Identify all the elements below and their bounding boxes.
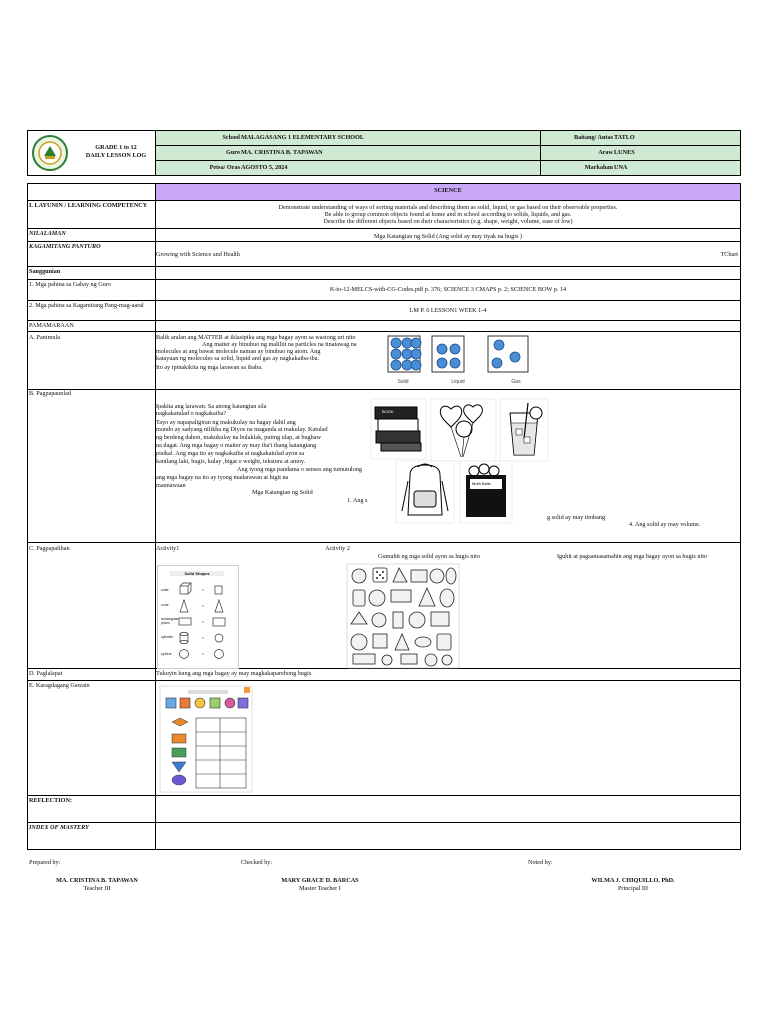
kagamitang-right: TChart	[720, 251, 738, 258]
quarter-value: UNA	[614, 164, 628, 171]
kagamitang-label: KAGAMITANG PANTURO	[29, 243, 101, 250]
pagpapalihan-label: C. Pagpapalihan	[29, 545, 70, 552]
karagdagang-label: E. Karagdagang Gawain	[29, 682, 90, 689]
reflection-label: REFLECTION:	[29, 797, 72, 804]
pag-line-14: g solid ay may timbang	[547, 514, 606, 521]
pag-line-3: Tayo ay napapaligiran ng makukulay na bagay dahil ang	[156, 419, 296, 426]
school-value: MALAGASANG 1 ELEMENTARY SCHOOL	[241, 134, 365, 141]
panimula-line-3: molecules at ang bawat molecule naman ay binubuo ng atom. Ang	[156, 348, 321, 355]
activity1-label: Activity1	[156, 545, 180, 552]
layunin-line-2: Be able to group common objects found at home and in school according to solids, liquids, and gas.	[324, 211, 572, 218]
subject-title: SCIENCE	[434, 187, 462, 194]
juice-glass-picture	[500, 399, 548, 461]
worksheet-row-cylinder: cylinder	[161, 635, 174, 639]
nilalaman-label: NILALAMAN	[29, 230, 66, 237]
paglalapat-value: Tukuyin kung ang mga bagay ay may magkakaparehong hugis.	[156, 670, 313, 677]
worksheet-title: Solid Shapes	[170, 571, 224, 576]
school-logo	[30, 132, 70, 174]
state-gas-label: Gas	[511, 379, 521, 385]
kagamitang-value: Growing with Science and Health	[156, 251, 240, 258]
books-picture	[371, 399, 426, 459]
noted-name: WILMA J. CHIQUILLO, PhD.	[591, 877, 675, 884]
worksheet-row-cone: cone	[161, 603, 169, 607]
pag-line-1: Ipakita ang larawan. Sa anong katangian sila	[156, 403, 267, 410]
prepared-label: Prepared by:	[29, 859, 61, 866]
checked-title: Master Teacher I	[299, 885, 341, 892]
index-of-mastery-label: INDEX OF MASTERY	[29, 824, 89, 831]
layunin-line-3: Describe the different objects based on their characteristics (e.g. shape, weight, volume, ease of low)	[323, 218, 573, 225]
worksheet-row-sphere: sphere	[161, 652, 172, 656]
pag-line-7: pisikal. Ang mga ito ay nagkakaiba at nagkakatulad ayon sa	[156, 450, 305, 457]
pag-line-13: 1. Ang s	[347, 497, 368, 504]
pag-line-6: na dagat. Ang mga bagay o matter ay may iba't ibang katangiang	[156, 442, 317, 449]
noted-label: Noted by:	[528, 859, 553, 866]
state-solid-label: Solid	[397, 379, 409, 385]
worksheet-row-cube: cube	[161, 588, 169, 592]
gabay-value: K-to-12-MELCS-with-CG-Codes.pdf p. 376; SCIENCE 3 CMAPS p. 2; SCIENCE BOW p. 14	[329, 286, 567, 293]
pag-line-8: kanilang laki, hugis, kulay ,bigat o weight, tekstura at amoy.	[156, 458, 306, 465]
teacher-value: MA. CRISTINA B. TAPAWAN	[241, 149, 323, 156]
grade-label: Baitang/ Antas	[573, 134, 613, 141]
checked-name: MARY GRACE D. BARCAS	[281, 877, 359, 884]
date-value: AGOSTO 5, 2024	[241, 164, 288, 171]
activity2-instruction-1: Gumuhit ng mga solid ayon sa hugis nito	[378, 553, 480, 560]
pag-line-4: mundo ay sadyang nilikha ng Diyos na maganda at makulay. Katulad	[156, 426, 328, 433]
pag-line-11: maunawaan	[156, 482, 186, 489]
dll-text: DAILY LESSON LOG	[85, 152, 147, 159]
noted-title: Principal III	[617, 885, 649, 892]
panimula-label: A. Panimula	[29, 334, 60, 341]
panimula-line-1: Balik aralan ang MATTER at iklasipika ang mga bagay ayon sa wastong uri nito	[156, 334, 356, 341]
date-label: Petsa/ Oras	[209, 164, 240, 171]
pag-line-12: Mga Katangian ng Solid	[252, 489, 313, 496]
pag-line-9: Ang iyong mga pandama o senses ang tumutulong	[237, 466, 362, 473]
school-label: School	[222, 134, 240, 141]
pag-line-10: ang mga bagay na ito ay iyong madarawan at higit na	[156, 474, 289, 481]
activity2-label: Activity 2	[325, 545, 350, 552]
worksheet-row-prism: rectangular prism	[161, 617, 179, 625]
kagamitang-mag-value: LM P. 6 LESSON1 WEEK 1-4	[409, 307, 487, 314]
panimula-line-4: katayuan ng molecules sa solid, liquid and gas ay nagkakaiba-iba.	[156, 355, 320, 362]
objects-collage-picture	[347, 564, 459, 668]
checked-label: Checked by:	[241, 859, 273, 866]
day-label: Araw	[598, 149, 613, 156]
pag-line-5: ng berdeng dahon, makukulay na bulaklak, puting ulap, at bughaw	[156, 434, 321, 441]
pagpapaunlad-label: B. Pagpapaunlad	[29, 390, 71, 397]
moth-balls-picture	[460, 461, 512, 523]
pag-line-15: 4. Ang solid ay may volume.	[629, 521, 701, 528]
day-value: LUNES	[614, 149, 635, 156]
gabay-label: 1. Mga pahina sa Gabay ng Guro	[29, 281, 111, 288]
panimula-line-2: Ang matter ay binubuo ng maliliit na particles na tinatawag na	[202, 341, 357, 348]
nilalaman-value: Mga Katangian ng Solid (Ang solid ay may tiyak na hugis )	[374, 233, 522, 240]
activity2-instruction-2: Iguhit at pagsamasamahin ang mga bagay ayon sa hugis nito	[557, 553, 708, 560]
books-label: BOOK	[382, 409, 394, 414]
kagamitang-mag-label: 2. Mga pahina sa Kagamitang Pang-mag-aaral	[29, 302, 144, 309]
prepared-name: MA. CRISTINA B. TAPAWAN	[56, 877, 138, 884]
grade-text: GRADE 1 to 12	[95, 144, 137, 151]
panimula-line-5: Ito ay ipinakikita ng mga larawan sa ibaba.	[156, 364, 263, 371]
grade-value: TATLO	[614, 134, 635, 141]
quarter-label: Markahan	[584, 164, 613, 171]
pag-line-2: nagkakatulad o nagkakaiba?	[156, 410, 227, 417]
prepared-title: Teacher III	[83, 885, 111, 892]
backpack-picture	[396, 461, 454, 523]
state-liquid-label: Liquid	[451, 379, 465, 385]
teacher-label: Guro	[226, 149, 240, 156]
sanggunian-label: Sanggunian	[29, 268, 61, 275]
moth-balls-label: Moth Balls	[472, 481, 491, 486]
shape-sorting-worksheet	[160, 686, 252, 792]
layunin-line-1: Demonstrate understanding of ways of sorting materials and describing them as solid, liquid, or gas based on their observable properties.	[278, 204, 618, 211]
layunin-label: I. LAYUNIN / LEARNING COMPETENCY	[29, 202, 148, 209]
worksheet-shapes	[175, 582, 235, 664]
paglalapat-label: D. Paglalapat	[29, 670, 63, 677]
balloons-picture	[431, 399, 496, 461]
pamamaraan-label: PAMAMARAAN	[29, 322, 74, 329]
